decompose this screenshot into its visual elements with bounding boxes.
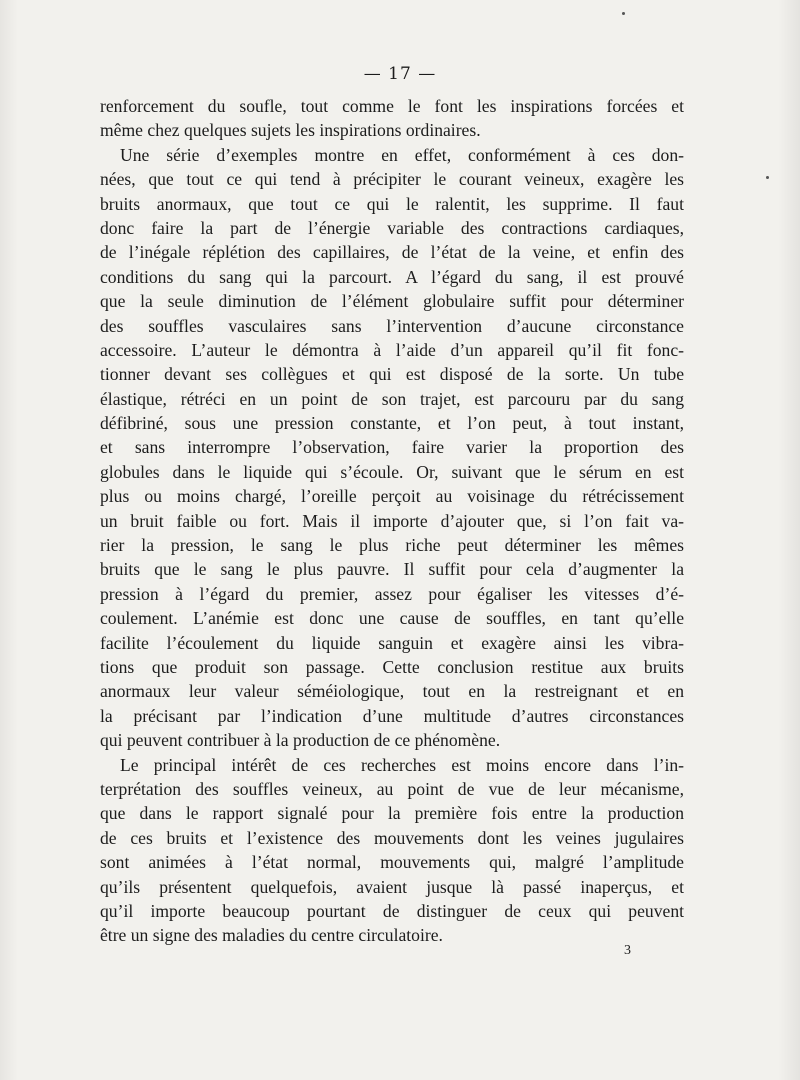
text-line: renforcement du soufle, tout comme le font les inspirations forcées et [100,96,684,116]
text-line: et sans interrompre l’observation, faire varier la proportion des [100,437,684,458]
text-line: qu’ils présentent quelquefois, avaient jusque là passé inaperçus, et [100,876,684,897]
text-line: coulement. L’anémie est donc une cause de souffles, en tant qu’elle [100,608,684,629]
signature-mark: 3 [624,943,631,958]
text-line: tions que produit son passage. Cette conclusion restitue aux bruits [100,656,684,677]
scan-speck [766,176,769,179]
text-line: donc faire la part de l’énergie variable des contractions cardiaques, [100,217,684,238]
scan-speck [622,12,625,15]
text-line: rier la pression, le sang le plus riche peut déterminer les mêmes [100,535,684,556]
text-line: qui peuvent contribuer à la production de ce phénomène. [100,730,501,751]
page-number: — 17 — [363,64,437,84]
text-line: de l’inégale réplétion des capillaires, de l’état de la veine, et enfin des [100,242,684,263]
text-line: accessoire. L’auteur le démontra à l’aide d’un appareil qu’il fit fonc- [100,339,684,360]
text-line: plus ou moins chargé, l’oreille perçoit au voisinage du rétrécissement [100,486,684,507]
text-line: pression à l’égard du premier, assez pour égaliser les vitesses d’é- [100,583,684,604]
body-text [100,94,684,948]
text-line: conditions du sang qui la parcourt. A l’égard du sang, il est prouvé [100,266,684,287]
text-line: bruits que le sang le plus pauvre. Il suffit pour cela d’augmenter la [100,559,684,580]
text-line: anormaux leur valeur séméiologique, tout en la restreignant et en [100,681,684,702]
text-line: Le principal intérêt de ces recherches est moins encore dans l’in- [120,754,684,775]
text-line: sont animées à l’état normal, mouvements qui, malgré l’amplitude [100,852,684,873]
text-line: défibriné, sous une pression constante, et l’on peut, à tout instant, [100,413,684,434]
text-line: élastique, rétréci en un point de son trajet, est parcouru par du sang [100,388,684,409]
text-line: tionner devant ses collègues et qui est disposé de la sorte. Un tube [100,364,684,385]
text-line: que la seule diminution de l’élément globulaire suffit pour déterminer [100,291,684,312]
text-line: facilite l’écoulement du liquide sanguin et exagère ainsi les vibra- [100,632,684,653]
text-line: un bruit faible ou fort. Mais il importe d’ajouter que, si l’on fait va- [100,510,684,531]
text-line: globules dans le liquide qui s’écoule. Or, suivant que le sérum en est [100,461,684,482]
text-line: que dans le rapport signalé pour la première fois entre la production [100,803,684,824]
text-line: des souffles vasculaires sans l’intervention d’aucune circonstance [100,315,684,336]
text-line: terprétation des souffles veineux, au point de vue de leur mécanisme, [100,778,684,799]
text-line: bruits anormaux, que tout ce qui le ralentit, les supprime. Il faut [100,193,684,214]
text-line: même chez quelques sujets les inspirations ordinaires. [100,120,481,141]
text-line: qu’il importe beaucoup pourtant de distinguer de ceux qui peuvent [100,900,684,921]
text-line: nées, que tout ce qui tend à précipiter le courant veineux, exagère les [100,169,684,190]
text-line: de ces bruits et l’existence des mouvements dont les veines jugulaires [100,827,684,848]
text-line: la précisant par l’indication d’une multitude d’autres circonstances [100,705,684,726]
text-line: être un signe des maladies du centre circulatoire. [100,925,443,946]
text-line: Une série d’exemples montre en effet, conformément à ces don- [120,144,684,165]
